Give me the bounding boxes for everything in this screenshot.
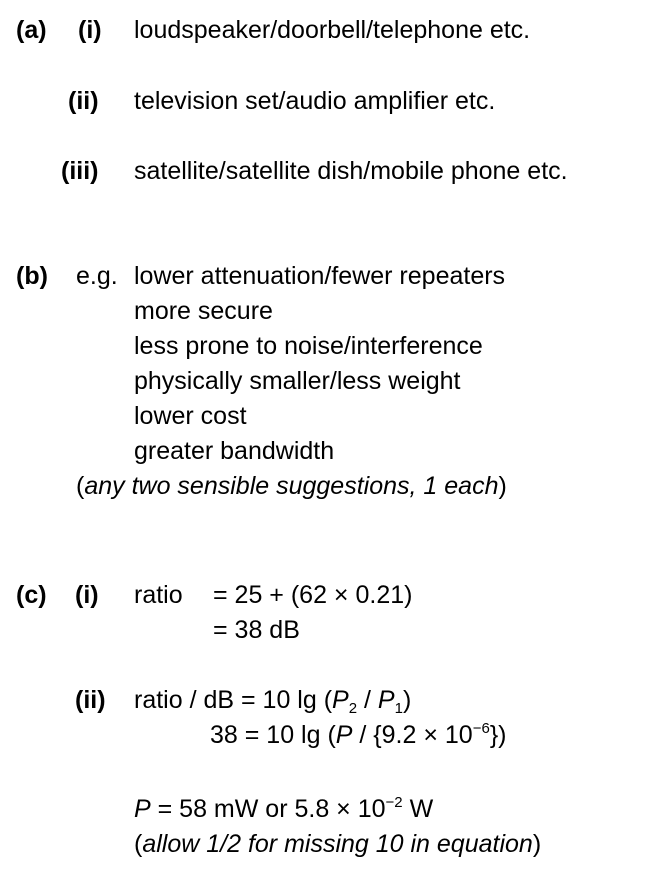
part-a-iii-text: satellite/satellite dish/mobile phone etc.: [134, 157, 568, 185]
part-a-i-text: loudspeaker/doorbell/telephone etc.: [134, 16, 531, 44]
part-c-i-word: ratio: [134, 581, 183, 609]
part-a-i-label: (i): [78, 16, 102, 44]
part-a-ii-label: (ii): [68, 87, 99, 115]
part-c-i-label: (i): [75, 581, 99, 609]
part-b-item: greater bandwidth: [134, 437, 335, 465]
part-c-i-line1: = 25 + (62 × 0.21): [213, 581, 413, 609]
part-b-item: physically smaller/less weight: [134, 367, 461, 395]
part-c-ii-label: (ii): [75, 686, 106, 714]
part-c-ii-eq1: ratio / dB = 10 $\lg (P_2 / P_1)$: [134, 686, 412, 717]
part-c-ii-answer: P = 58 mW or $5.8 \times 10^{-2}$ W: [134, 794, 434, 823]
part-b-eg: e.g.: [76, 262, 118, 290]
part-b-item: lower attenuation/fewer repeaters: [134, 262, 506, 290]
part-c-label: (c): [16, 581, 47, 609]
part-c-i-line2: = 38 dB: [213, 616, 300, 644]
part-c-ii-note: (allow 1/2 for missing 10 in equation): [134, 830, 542, 858]
part-a-iii-label: (iii): [61, 157, 99, 185]
part-a-ii-text: television set/audio amplifier etc.: [134, 87, 496, 115]
part-b-item: lower cost: [134, 402, 247, 430]
part-c-ii-eq2: 38 = 10 $\lg (P / \{9.2 \times 10^{-6}\})$: [210, 720, 507, 749]
part-a-label: (a): [16, 16, 47, 44]
part-b-item: less prone to noise/interference: [134, 332, 483, 360]
part-b-note: (any two sensible suggestions, 1 each): [76, 472, 507, 500]
part-b-label: (b): [16, 262, 48, 290]
part-b-item: more secure: [134, 297, 273, 325]
